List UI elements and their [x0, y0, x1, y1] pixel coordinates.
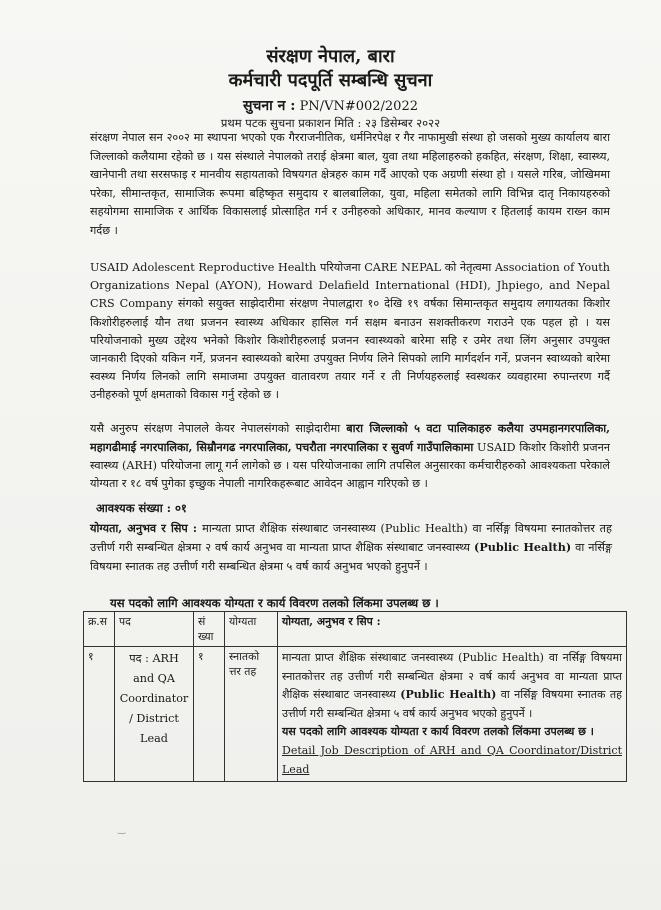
cell-level: स्नातको त्तर तह	[225, 647, 278, 782]
notice-title: कर्मचारी पदपूर्ति सम्बन्धि सुचना	[228, 70, 433, 91]
table-header-row	[84, 612, 627, 647]
job-description-link[interactable]: Detail Job Description of ARH and QA Coordinator/District Lead	[282, 743, 622, 776]
cell-sn: १	[84, 647, 115, 782]
notice-code: PN/VN#002/2022	[299, 99, 418, 114]
qualification-paragraph	[90, 519, 612, 576]
qualification-label: योग्यता, अनुभव र सिप :	[90, 521, 203, 535]
row-qual-text-1: मान्यता प्राप्त शैक्षिक संस्थाबाट जनस्वास्थ्य (Public Health) वा नर्सिङ्ग विषयमा स्नातकोत्तर तह उत्तीर्ण गरी सम्बन्धित क्षेत्रमा २ वर्ष कार्य अनुभव वा मान्यता प्राप्त शैक्षिक संस्थाबाट जनस्वास्थ्य	[282, 651, 622, 702]
publication-date: प्रथम पटक सुचना प्रकाशन मिति : २३ डिसेम्बर २०२२	[220, 116, 441, 130]
row-public-health: (Public Health)	[400, 688, 497, 702]
header-count: सं ख्या	[194, 612, 225, 647]
notice-number	[0, 96, 661, 115]
link-availability-note: यस पदको लागि आवश्यक योग्यता र कार्य विवरण तलको लिंकमा उपलब्ध छ ।	[110, 596, 439, 610]
cell-qualification	[278, 647, 627, 782]
call-paragraph	[90, 419, 610, 493]
cell-post: पद : ARH and QA Coordinator / District Lead	[115, 647, 194, 782]
vacancy-count: आवश्यक संख्या : ०१	[96, 501, 187, 515]
call-text-start: यसै अनुरुप संरक्षण नेपालले केयर नेपालसंगको साझेदारीमा	[90, 422, 347, 435]
header-post: पद	[115, 612, 194, 647]
intro-paragraph: संरक्षण नेपाल सन २००२ मा स्थापना भएको एक गैरराजनीतिक, धर्मनिरपेक्ष र गैर नाफामुखी संस्था हो जसको मुख्य कार्यालय बारा जिल्लाको कलैयामा रहेको छ । यस संस्थाले नेपालको तराई क्षेत्रमा बाल, युवा तथा महिलाहरुको हकहित, संरक्षण, शिक्षा, स्वास्थ्य, खानेपानी तथा सरसफाइ र मानवीय सहायताको विषयगत क्षेत्रहरु काम गर्दै आएको एक अग्रणी संस्था हो । यसले गरिब, जोखिममा परेका, सीमान्तकृत, सामाजिक रूपमा बहिष्कृत समुदाय र बालबालिका, युवा, महिला समेतको लागि विभिन्न दातृ निकायहरुको सहयोगमा सामाजिक र आर्थिक विकासलाई प्रोत्साहित गर्न र उनीहरुको अधिकार, मानव कल्याण र हितलाई कायम राख्न काम गर्दछ ।	[90, 131, 610, 237]
public-health-term: (Public Health)	[474, 540, 572, 555]
table-row	[84, 647, 627, 782]
stray-mark: ‿	[118, 825, 126, 835]
row-qual-text-2: वा नर्सिङ्ग विषयमा स्नातक तह उत्तीर्ण गरी सम्बन्धित क्षेत्रमा ५ वर्ष कार्य अनुभव भएको हुनुपर्ने ।	[282, 688, 622, 720]
header-qualification: योग्यता, अनुभव र सिप :	[278, 612, 627, 647]
notice-label: सुचना न :	[242, 98, 296, 114]
qualification-text-b: वा नर्सिङ्ग विषयमा स्नातक तह उत्तीर्ण गरी सम्बन्धित क्षेत्रमा ५ वर्ष कार्य अनुभव भएको हुनुपर्ने ।	[90, 541, 612, 573]
municipalities-text: बारा जिल्लाको ५ वटा पालिकाहरु कलैया उपमहानगरपालिका, महागढीमाई नगरपालिका, सिम्रौनगढ नगरपालिका, पचरौता नगरपालिका र सुवर्ण गाउँपालिकामा	[90, 421, 610, 454]
qualification-text-a: मान्यता प्राप्त शैक्षिक संस्थाबाट जनस्वास्थ्य (Public Health) वा नर्सिङ्ग विषयमा स्नातकोत्तर तह उत्तीर्ण गरी सम्बन्धित क्षेत्रमा २ वर्ष कार्य अनुभव वा मान्यता प्राप्त शैक्षिक संस्थाबाट जनस्वास्थ्य	[90, 522, 612, 555]
header-sn: क्र.स	[84, 612, 115, 647]
organization-name: संरक्षण नेपाल, बारा	[266, 46, 395, 67]
call-text-end: USAID किशोर किशोरी प्रजनन स्वास्थ्य (ARH) परियोजना लागू गर्न लागेको छ । यस परियोजनाका लागि तपसिल अनुसारका कर्मचारीहरुको आवश्यकता परेकाले योग्यता र १८ वर्ष पुगेका इच्छुक नेपाली नागरिकहरूबाट आवेदन आह्वान गरिएको छ ।	[90, 441, 610, 490]
row-link-note: यस पदको लागि आवश्यक योग्यता र कार्य विवरण तलको लिंकमा उपलब्ध छ ।	[282, 725, 594, 739]
project-paragraph: USAID Adolescent Reproductive Health परियोजना CARE NEPAL को नेतृत्वमा Association of Youth Organizations Nepal (AYON), Howard Delafield International (HDI), Jhpiego, and Nepal CRS Company संगको सयुक्त साझेदारीमा संरक्षण नेपालद्वारा १० देखि १९ वर्षका सिमान्तकृत समुदाय लगायतका किशोर किशोरीहरुलाई यौन तथा प्रजनन स्वास्थ्य अधिकार हासिल गर्न सक्षम बनाउन सशक्तीकरण गराउने एक पहल हो । यस परियोजनाको मुख्य उद्देश्य भनेको किशोर किशोरीहरुलाई प्रजनन स्वास्थ्यको बारेमा सहि र उमेर तथा लिंग अनुसार उपयुक्त जानकारी दिएको यकिन गर्ने, प्रजनन स्वास्थ्यको बारेमा उपयुक्त निर्णय लिने सिपको लागि मार्गदर्शन गर्ने, प्रजनन स्वाथ्यको बारेमा स्वस्थ्य निर्णय लिनको लागि समाजमा उपयुक्त वातावरण तयार गर्ने र ती निर्णयहरुलाई स्वस्थकर व्यवहारमा रुपान्तरण गर्दै उनीहरुको पूर्ण क्षमताको विकास गर्नु रहेको छ ।	[90, 261, 610, 402]
header-level: योग्यता	[225, 612, 278, 647]
cell-count: १	[194, 647, 225, 782]
vacancy-table	[83, 611, 627, 782]
